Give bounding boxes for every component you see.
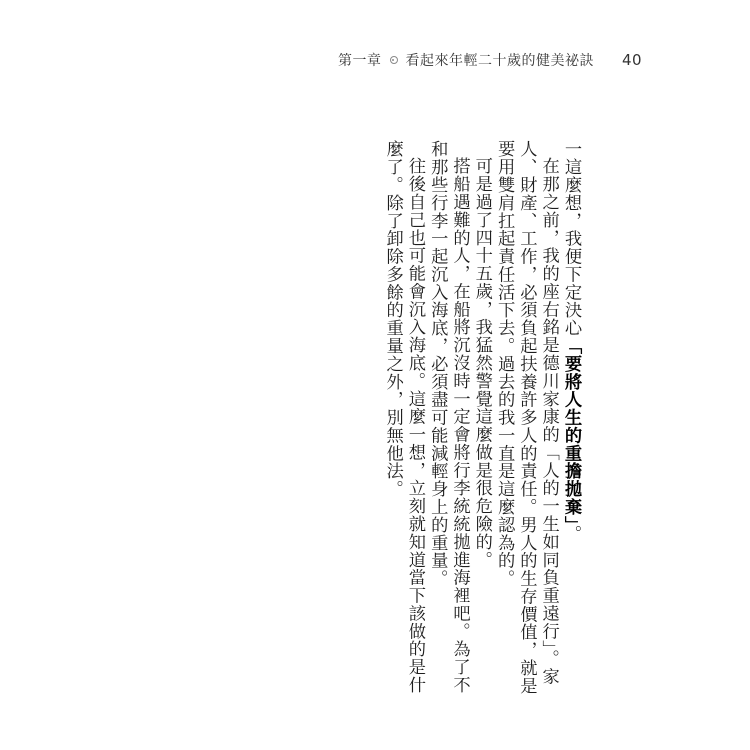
chapter-label: 第一章 [338, 53, 382, 69]
paragraph-1 [560, 140, 582, 700]
paragraph-4: 搭船遇難的人，在船將沉沒時一定會將行李統統拋進海裡吧。為了不和那些行李一起沉入海底，必須盡可能減輕身上的重量。 [427, 140, 470, 694]
paragraph-1-end: 。 [561, 524, 581, 543]
paragraph-5: 往後自己也可能會沉入海底。這麼一想，立刻就知道當下該做的是什麼了。除了卸除多餘的重量之外，別無他法。 [382, 140, 425, 694]
chapter-title: 看起來年輕二十歲的健美祕訣 [405, 53, 594, 69]
paragraph-3: 可是過了四十五歲，我猛然警覺這麼做是很危險的。 [471, 157, 492, 569]
paragraph-1-lead: 一這麼想，我便下定決心 [561, 140, 581, 337]
running-header [338, 48, 642, 72]
bullet-icon [390, 56, 398, 64]
page-number: 40 [622, 51, 643, 69]
body-text [340, 140, 582, 700]
emphasis-quote: 「要將人生的重擔拋棄」 [561, 336, 581, 525]
paragraph-2: 在那之前，我的座右銘是德川家康的「人的一生如同負重遠行」。家人、財產、工作，必須負起扶養許多人的責任。男人的生存價值，就是要用雙肩扛起責任活下去。過去的我一直是這麼認為的。 [494, 140, 559, 695]
